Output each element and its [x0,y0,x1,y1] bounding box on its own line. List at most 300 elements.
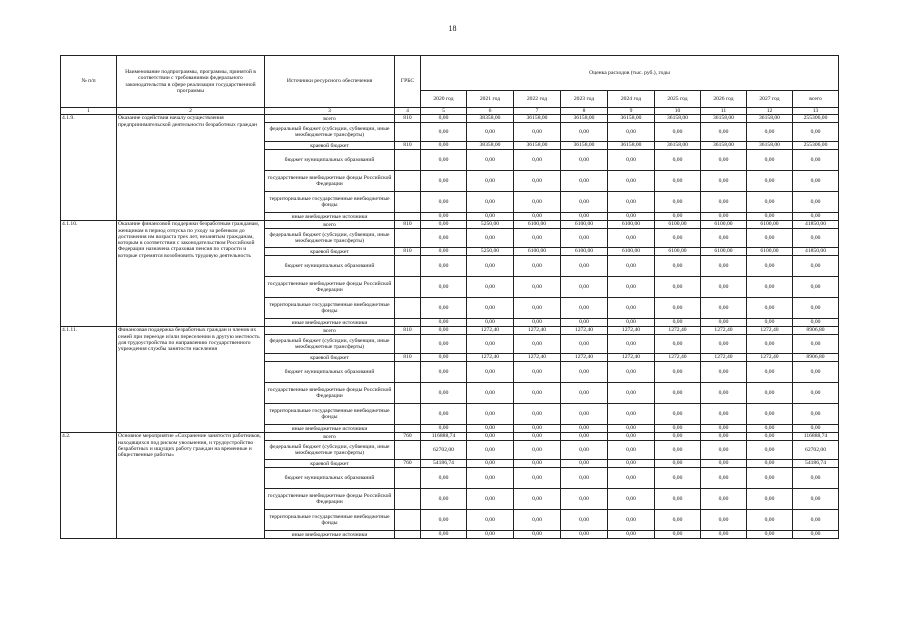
year-value: 0,00 [421,354,467,362]
year-value: 0,00 [747,383,793,404]
year-value: 0,00 [421,192,467,213]
year-value: 0,00 [655,171,701,192]
year-value: 0,00 [514,277,561,298]
year-value: 0,00 [561,213,608,221]
year-value: 0,00 [561,256,608,277]
year-value: 0,00 [561,298,608,319]
year-value: 0,00 [514,383,561,404]
year-value: 0,00 [421,335,467,354]
item-number: 4.1.11. [61,327,117,433]
year-value: 54186,74 [421,460,467,468]
table-row [61,327,839,335]
year-value: 0,00 [467,404,514,425]
total-value: 0,00 [793,123,839,142]
grbs-code [395,489,421,510]
year-value: 0,00 [514,489,561,510]
grbs-code [395,298,421,319]
year-value: 0,00 [514,468,561,489]
funding-source: территориальные государственные внебюджетные фонды [265,192,395,213]
year-value: 1272,40 [747,327,793,335]
year-value: 0,00 [514,229,561,248]
grbs-code [395,123,421,142]
year-value: 0,00 [467,468,514,489]
funding-source: всего [265,327,395,335]
year-value: 0,00 [514,433,561,441]
total-value: 62702,00 [793,441,839,460]
column-number: 11 [701,108,747,115]
year-value: 0,00 [421,319,467,327]
year-value: 0,00 [608,298,655,319]
year-value: 0,00 [701,123,747,142]
grbs-code [395,277,421,298]
grbs-code [395,425,421,433]
funding-source: государственные внебюджетные фонды Российской Федерации [265,489,395,510]
year-value: 0,00 [655,425,701,433]
funding-source: краевой бюджет [265,354,395,362]
year-value: 0,00 [421,123,467,142]
column-number: 7 [514,108,561,115]
year-value: 0,00 [421,221,467,229]
year-value: 1272,40 [467,327,514,335]
year-value: 0,00 [561,425,608,433]
header-source: Источники ресурсного обеспечения [265,56,395,108]
year-value: 0,00 [608,441,655,460]
year-value: 0,00 [561,468,608,489]
grbs-code [395,362,421,383]
year-value: 0,00 [747,489,793,510]
item-name: Основное мероприятие «Сохранение занятости работников, находящихся под риском увольнения, и трудоустройство безработных и ищущих работу граждан на временные и общественные работы» [117,433,265,539]
funding-source: бюджет муниципальных образований [265,150,395,171]
grbs-code: 810 [395,354,421,362]
year-value: 0,00 [608,256,655,277]
year-value: 5250,00 [467,221,514,229]
year-value: 36158,00 [701,142,747,150]
year-value: 0,00 [655,433,701,441]
funding-source: иные внебюджетные источники [265,213,395,221]
funding-source: всего [265,221,395,229]
year-value: 1272,40 [561,354,608,362]
year-value: 0,00 [701,425,747,433]
funding-source: иные внебюджетные источники [265,319,395,327]
column-number: 12 [747,108,793,115]
year-value: 0,00 [655,229,701,248]
header-estimate: Оценка расходов (тыс. руб.), годы [421,56,839,91]
year-value: 0,00 [655,489,701,510]
year-value: 0,00 [467,433,514,441]
year-value: 0,00 [701,441,747,460]
header-year: 2025 год [655,91,701,108]
year-value: 0,00 [421,150,467,171]
year-value: 0,00 [608,460,655,468]
year-value: 0,00 [608,123,655,142]
year-value: 0,00 [747,229,793,248]
total-value: 0,00 [793,404,839,425]
year-value: 0,00 [655,441,701,460]
funding-source: территориальные государственные внебюджетные фонды [265,298,395,319]
year-value: 0,00 [608,335,655,354]
funding-source: территориальные государственные внебюджетные фонды [265,404,395,425]
year-value: 0,00 [421,248,467,256]
year-value: 1272,40 [608,327,655,335]
year-value: 0,00 [561,441,608,460]
grbs-code: 810 [395,248,421,256]
header-num: № п/п [61,56,117,108]
year-value: 0,00 [467,335,514,354]
item-number: 4.1.10. [61,221,117,327]
year-value: 6100,00 [514,221,561,229]
item-name: Финансовая поддержка безработных граждан и членов их семей при переезде и/или переселении в другую местность для трудоустройства по направлению государственного учреждения службы занятости населения [117,327,265,433]
year-value: 0,00 [655,213,701,221]
year-value: 0,00 [655,319,701,327]
year-value: 1272,40 [655,354,701,362]
year-value: 1272,40 [655,327,701,335]
total-value: 0,00 [793,531,839,539]
funding-source: всего [265,433,395,441]
total-value: 54186,74 [793,460,839,468]
year-value: 0,00 [655,192,701,213]
total-value: 0,00 [793,171,839,192]
header-year: 2027 год [747,91,793,108]
year-value: 0,00 [514,335,561,354]
year-value: 0,00 [747,335,793,354]
funding-source: федеральный бюджет (субсидии, субвенции, иные межбюджетные трансферты) [265,441,395,460]
page-number: 18 [448,24,457,33]
year-value: 0,00 [467,425,514,433]
year-value: 0,00 [747,468,793,489]
year-value: 0,00 [747,404,793,425]
header-year: 2024 год [608,91,655,108]
year-value: 0,00 [655,256,701,277]
year-value: 1272,40 [701,354,747,362]
grbs-code [395,531,421,539]
year-value: 0,00 [608,383,655,404]
grbs-code [395,468,421,489]
year-value: 0,00 [467,531,514,539]
funding-source: краевой бюджет [265,248,395,256]
total-value: 41850,00 [793,221,839,229]
year-value: 36158,00 [747,115,793,123]
table-row [61,221,839,229]
year-value: 0,00 [701,460,747,468]
total-value: 0,00 [793,192,839,213]
year-value: 0,00 [421,425,467,433]
year-value: 0,00 [561,319,608,327]
year-value: 0,00 [655,460,701,468]
year-value: 0,00 [747,441,793,460]
funding-source: бюджет муниципальных образований [265,468,395,489]
year-value: 0,00 [608,229,655,248]
header-year: 2020 год [421,91,467,108]
year-value: 38358,00 [467,142,514,150]
total-value: 0,00 [793,362,839,383]
year-value: 0,00 [747,150,793,171]
grbs-code: 810 [395,142,421,150]
year-value: 0,00 [514,441,561,460]
year-value: 5250,00 [467,248,514,256]
year-value: 0,00 [701,298,747,319]
grbs-code [395,441,421,460]
total-value: 0,00 [793,425,839,433]
budget-table [60,55,839,539]
year-value: 0,00 [467,150,514,171]
year-value: 0,00 [747,192,793,213]
year-value: 0,00 [608,213,655,221]
year-value: 0,00 [561,404,608,425]
year-value: 36158,00 [514,115,561,123]
grbs-code [395,213,421,221]
year-value: 6100,00 [608,248,655,256]
year-value: 0,00 [608,192,655,213]
year-value: 0,00 [467,229,514,248]
year-value: 0,00 [747,460,793,468]
year-value: 0,00 [561,531,608,539]
year-value: 0,00 [701,404,747,425]
column-number: 3 [265,108,395,115]
column-number: 2 [117,108,265,115]
table-row [61,433,839,441]
year-value: 0,00 [608,510,655,531]
grbs-code [395,510,421,531]
year-value: 0,00 [421,115,467,123]
year-value: 0,00 [514,150,561,171]
year-value: 0,00 [701,335,747,354]
year-value: 6100,00 [655,248,701,256]
year-value: 1272,40 [747,354,793,362]
grbs-code [395,404,421,425]
year-value: 6100,00 [561,248,608,256]
funding-source: краевой бюджет [265,142,395,150]
total-value: 255306,00 [793,115,839,123]
year-value: 36158,00 [608,142,655,150]
year-value: 6100,00 [608,221,655,229]
grbs-code [395,150,421,171]
total-value: 0,00 [793,489,839,510]
year-value: 0,00 [421,404,467,425]
year-value: 0,00 [561,433,608,441]
column-number: 1 [61,108,117,115]
year-value: 0,00 [561,229,608,248]
item-number: 4.1.9. [61,115,117,221]
year-value: 6100,00 [747,248,793,256]
year-value: 0,00 [421,171,467,192]
item-name: Оказание содействия началу осуществления предпринимательской деятельности безработных граждан [117,115,265,221]
year-value: 0,00 [467,277,514,298]
year-value: 0,00 [467,192,514,213]
funding-source: территориальные государственные внебюджетные фонды [265,510,395,531]
funding-source: иные внебюджетные источники [265,531,395,539]
year-value: 0,00 [514,171,561,192]
year-value: 0,00 [747,362,793,383]
year-value: 116888,74 [421,433,467,441]
year-value: 6100,00 [701,221,747,229]
year-value: 0,00 [561,171,608,192]
year-value: 0,00 [701,433,747,441]
year-value: 6100,00 [655,221,701,229]
total-value: 0,00 [793,298,839,319]
total-value: 0,00 [793,335,839,354]
year-value: 0,00 [561,510,608,531]
funding-source: государственные внебюджетные фонды Российской Федерации [265,277,395,298]
grbs-code: 810 [395,115,421,123]
year-value: 0,00 [421,229,467,248]
year-value: 0,00 [747,256,793,277]
year-value: 0,00 [747,425,793,433]
year-value: 0,00 [655,150,701,171]
year-value: 0,00 [421,277,467,298]
year-value: 0,00 [421,489,467,510]
item-name: Оказание финансовой поддержки безработным гражданам, женщинам в период отпуска по уходу за ребенком до достижения им возраста трех лет, незанятым гражданам, которым в соответствии с законодательством Российской Федерации назначена страховая пенсия по старости и которые стремятся возобновить трудовую деятельность [117,221,265,327]
grbs-code [395,383,421,404]
total-value: 41850,00 [793,248,839,256]
funding-source: федеральный бюджет (субсидии, субвенции, иные межбюджетные трансферты) [265,229,395,248]
funding-source: краевой бюджет [265,460,395,468]
year-value: 0,00 [655,468,701,489]
year-value: 0,00 [421,362,467,383]
grbs-code [395,256,421,277]
grbs-code: 810 [395,221,421,229]
year-value: 0,00 [655,298,701,319]
year-value: 0,00 [701,256,747,277]
year-value: 0,00 [655,510,701,531]
year-value: 38358,00 [467,115,514,123]
year-value: 0,00 [421,142,467,150]
total-value: 116888,74 [793,433,839,441]
grbs-code [395,229,421,248]
year-value: 6100,00 [514,248,561,256]
year-value: 0,00 [561,489,608,510]
header-year: 2026 год [701,91,747,108]
year-value: 0,00 [514,123,561,142]
year-value: 36158,00 [747,142,793,150]
year-value: 0,00 [514,298,561,319]
year-value: 0,00 [467,383,514,404]
year-value: 0,00 [701,383,747,404]
year-value: 0,00 [747,123,793,142]
year-value: 0,00 [561,277,608,298]
year-value: 0,00 [421,256,467,277]
year-value: 0,00 [655,335,701,354]
year-value: 36158,00 [655,142,701,150]
year-value: 36158,00 [561,115,608,123]
year-value: 0,00 [514,256,561,277]
year-value: 0,00 [655,404,701,425]
year-value: 0,00 [747,277,793,298]
year-value: 36158,00 [655,115,701,123]
year-value: 0,00 [608,319,655,327]
year-value: 1272,40 [467,354,514,362]
year-value: 0,00 [514,319,561,327]
funding-source: бюджет муниципальных образований [265,256,395,277]
year-value: 0,00 [747,298,793,319]
year-value: 0,00 [467,256,514,277]
year-value: 0,00 [747,531,793,539]
year-value: 0,00 [701,510,747,531]
year-value: 0,00 [655,123,701,142]
year-value: 0,00 [467,298,514,319]
total-value: 0,00 [793,277,839,298]
year-value: 0,00 [514,510,561,531]
total-value: 0,00 [793,468,839,489]
year-value: 1272,40 [701,327,747,335]
year-value: 0,00 [608,277,655,298]
year-value: 36158,00 [608,115,655,123]
column-number: 13 [793,108,839,115]
year-value: 0,00 [421,383,467,404]
year-value: 0,00 [701,277,747,298]
header-year: 2023 год [561,91,608,108]
grbs-code: 760 [395,433,421,441]
total-value: 255306,00 [793,142,839,150]
year-value: 6100,00 [561,221,608,229]
year-value: 0,00 [655,383,701,404]
total-value: 0,00 [793,229,839,248]
column-number: 5 [421,108,467,115]
year-value: 0,00 [467,319,514,327]
year-value: 0,00 [608,531,655,539]
total-value: 8906,80 [793,354,839,362]
header-grbs: ГРБС [395,56,421,108]
year-value: 0,00 [608,150,655,171]
year-value: 6100,00 [701,248,747,256]
year-value: 0,00 [655,531,701,539]
year-value: 0,00 [701,171,747,192]
year-value: 0,00 [467,171,514,192]
year-value: 0,00 [514,192,561,213]
year-value: 0,00 [747,213,793,221]
year-value: 0,00 [655,362,701,383]
year-value: 36158,00 [514,142,561,150]
year-value: 0,00 [514,362,561,383]
year-value: 0,00 [514,404,561,425]
funding-source: иные внебюджетные источники [265,425,395,433]
header-year: 2021 год [467,91,514,108]
year-value: 0,00 [561,123,608,142]
year-value: 0,00 [701,213,747,221]
year-value: 0,00 [701,531,747,539]
year-value: 0,00 [701,468,747,489]
total-value: 0,00 [793,213,839,221]
year-value: 0,00 [514,425,561,433]
year-value: 0,00 [701,229,747,248]
year-value: 0,00 [701,489,747,510]
item-number: 4.2. [61,433,117,539]
grbs-code [395,171,421,192]
grbs-code [395,319,421,327]
year-value: 0,00 [747,510,793,531]
total-value: 0,00 [793,319,839,327]
header-year: 2022 год [514,91,561,108]
year-value: 0,00 [467,123,514,142]
funding-source: всего [265,115,395,123]
year-value: 0,00 [561,460,608,468]
total-value: 8906,80 [793,327,839,335]
header-total: всего [793,91,839,108]
year-value: 1272,40 [514,327,561,335]
grbs-code: 810 [395,327,421,335]
total-value: 0,00 [793,256,839,277]
year-value: 0,00 [561,362,608,383]
year-value: 0,00 [467,510,514,531]
year-value: 0,00 [514,460,561,468]
grbs-code [395,192,421,213]
year-value: 0,00 [561,150,608,171]
year-value: 0,00 [701,362,747,383]
total-value: 0,00 [793,383,839,404]
year-value: 0,00 [608,362,655,383]
year-value: 0,00 [421,468,467,489]
year-value: 1272,40 [608,354,655,362]
column-number: 9 [608,108,655,115]
